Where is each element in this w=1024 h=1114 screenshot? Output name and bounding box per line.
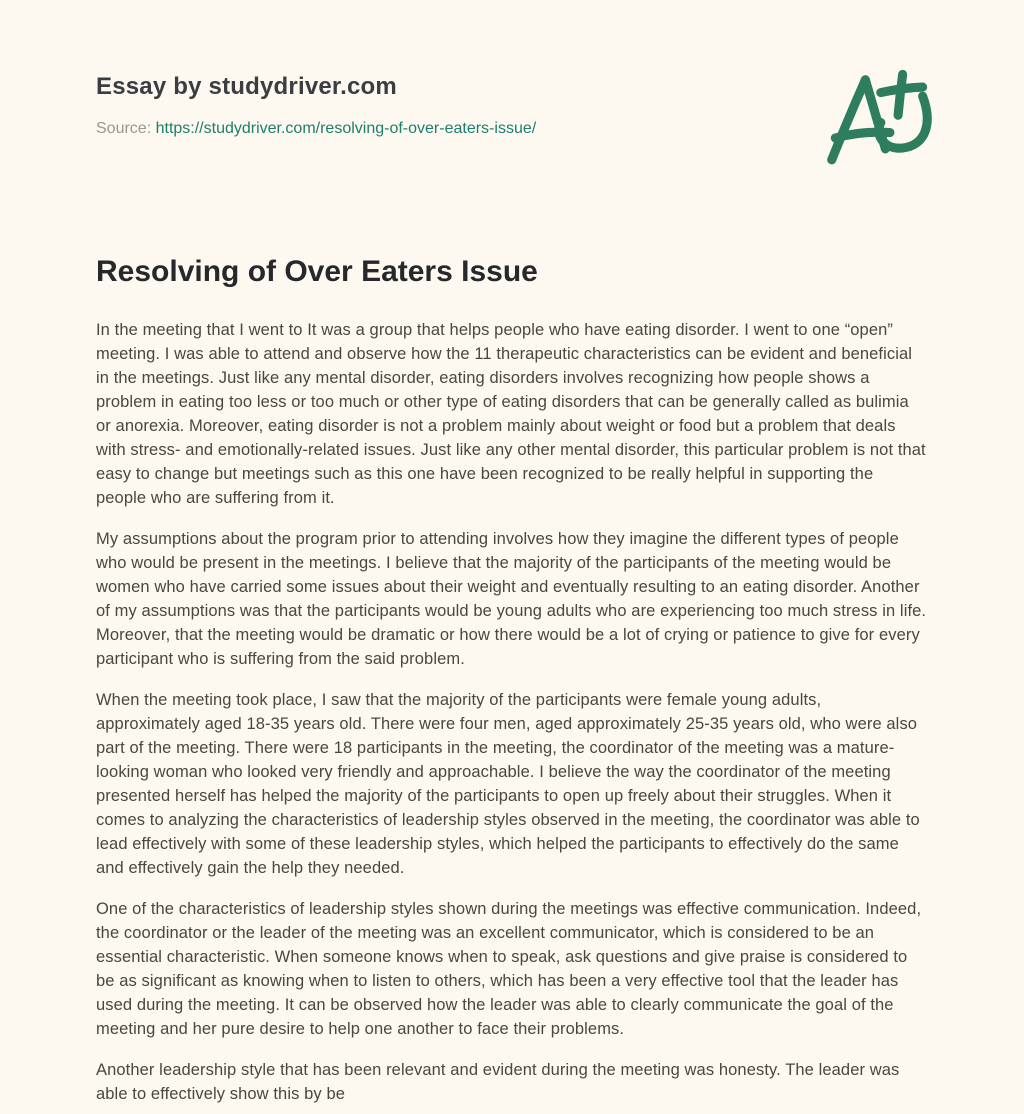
source-label: Source:: [96, 120, 152, 137]
essay-paragraph: When the meeting took place, I saw that the majority of the participants were female young adults, approximately aged 18-35 years old. There were four men, aged approximately 25-35 years old, who were also part of the meeting. There were 18 participants in the meeting, the coordinator of the meeting was a mature-looking woman who looked very friendly and approachable. I believe the way the coordinator of the meeting presented herself has helped the majority of the participants to open up freely about their struggles. When it comes to analyzing the characteristics of leadership styles observed in the meeting, the coordinator was able to lead effectively with some of these leadership styles, which helped the participants to effectively do the same and effectively gain the help they needed.: [96, 691, 920, 877]
essay-paragraph: Another leadership style that has been relevant and evident during the meeting was honesty. The leader was able to effectively show this by be: [96, 1061, 900, 1103]
site-title: Essay by studydriver.com: [96, 73, 397, 100]
essay-paragraph: My assumptions about the program prior to attending involves how they imagine the different types of people who would be present in the meetings. I believe that the majority of the participants of the meeting would be women who have carried some issues about their weight and eventually resulting to an eating disorder. Another of my assumptions was that the participants would be young adults who are experiencing too much stress in life. Moreover, that the meeting would be dramatic or how there would be a lot of crying or patience to give for every participant who is suffering from the said problem.: [96, 530, 927, 668]
essay-body: [96, 318, 928, 1106]
page-header: [96, 72, 928, 140]
source-link[interactable]: https://studydriver.com/resolving-of-over-eaters-issue/: [155, 120, 537, 137]
a-plus-logo-icon: [822, 68, 936, 168]
essay-paragraph: One of the characteristics of leadership styles shown during the meetings was effective communication. Indeed, the coordinator or the leader of the meeting was an excellent communicator, which is considered to be an essential characteristic. When someone knows when to speak, ask questions and give praise is considered to be as significant as knowing when to listen to others, which has been a very effective tool that the leader has used during the meeting. It can be observed how the leader was able to clearly communicate the goal of the meeting and her pure desire to help one another to face their problems.: [96, 900, 922, 1038]
essay-title: Resolving of Over Eaters Issue: [96, 255, 538, 288]
essay-paragraph: In the meeting that I went to It was a group that helps people who have eating disorder. I went to one “open” meeting. I was able to attend and observe how the 11 therapeutic characteristics can be evident and beneficial in the meetings. Just like any mental disorder, eating disorders involves recognizing how people shows a problem in eating too less or too much or other type of eating disorders that can be generally called as bulimia or anorexia. Moreover, eating disorder is not a problem mainly about weight or food but a problem that deals with stress- and emotionally-related issues. Just like any other mental disorder, this particular problem is not that easy to change but meetings such as this one have been recognized to be really helpful in supporting the people who are suffering from it.: [96, 321, 926, 507]
source-line: [96, 118, 928, 140]
